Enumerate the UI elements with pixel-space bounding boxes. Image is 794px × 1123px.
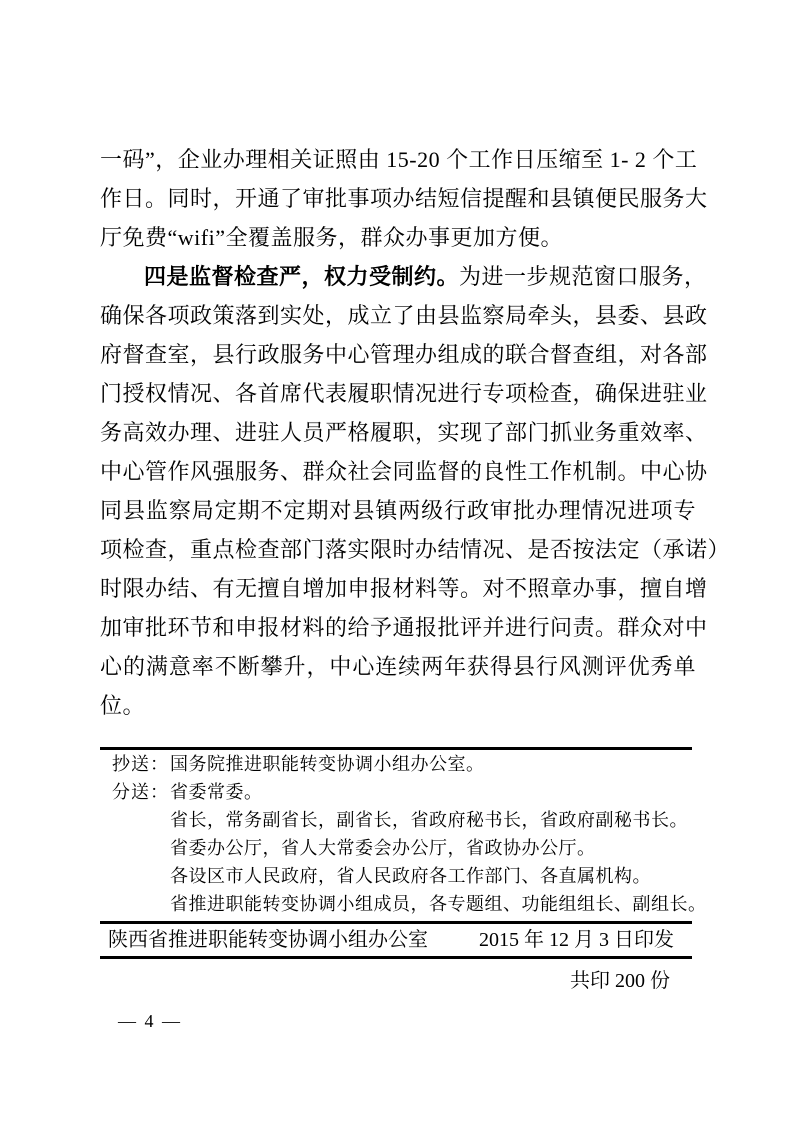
body-line-paragraph-start (100, 257, 707, 296)
distribute-label-empty (112, 862, 170, 890)
distribute-label-empty (112, 890, 170, 918)
distribution-row (100, 834, 696, 862)
distribution-list (100, 750, 707, 918)
distribution-row (100, 890, 707, 918)
body-line: 作日。同时，开通了审批事项办结短信提醒和县镇便民服务大 (100, 186, 708, 211)
body-line: 一码”，企业办理相关证照由 15-20 个工作日压缩至 1- 2 个工 (100, 147, 698, 172)
page-number: — 4 — (118, 1011, 182, 1031)
separator-line-bottom (100, 956, 692, 959)
body-text (100, 140, 731, 725)
distribution-value: 省长，常务副省长，副省长，省政府秘书长，省政府副秘书长。 (170, 810, 688, 830)
body-line: 厅免费“wifi”全覆盖服务，群众办事更加方便。 (100, 225, 563, 250)
copy-to-value: 国务院推进职能转变协调小组办公室。 (170, 754, 485, 774)
body-line: 加审批环节和申报材料的给予通报批评并进行问责。群众对中 (100, 615, 708, 640)
distribution-row (100, 862, 696, 890)
distribution-row (100, 778, 696, 806)
issuer-name: 陕西省推进职能转变协调小组办公室 (108, 929, 428, 951)
body-line: 时限办结、有无擅自增加申报材料等。对不照章办事，擅自增 (100, 576, 708, 601)
lead-rest: 为进一步规范窗口服务， (459, 264, 707, 289)
copy-to-label: 抄送： (112, 754, 169, 774)
body-line: 务高效办理、进驻人员严格履职，实现了部门抓业务重效率、 (100, 420, 708, 445)
copies-count: 共印 200 份 (570, 970, 670, 992)
distribution-row (100, 806, 696, 834)
distribute-label-empty (112, 806, 170, 834)
body-line: 门授权情况、各首席代表履职情况进行专项检查，确保进驻业 (100, 381, 708, 406)
body-line: 中心管作风强服务、群众社会同监督的良性工作机制。中心协 (100, 459, 708, 484)
distribution-value: 省推进职能转变协调小组成员，各专题组、功能组组长、副组长。 (170, 894, 707, 914)
distribution-value: 省委常委。 (170, 782, 263, 802)
footer-issuer-row (100, 925, 696, 956)
distribute-label-empty (112, 834, 170, 862)
body-line: 同县监察局定期不定期对县镇两级行政审批办理情况进项专 (100, 498, 696, 523)
copy-to-row (100, 750, 696, 778)
separator-line-middle (100, 921, 692, 924)
body-line: 心的满意率不断攀升，中心连续两年获得县行风测评优秀单 (100, 654, 696, 679)
body-line: 确保各项政策落到实处，成立了由县监察局牵头，县委、县政 (100, 303, 708, 328)
body-line: 项检查，重点检查部门落实限时办结情况、是否按法定（承诺） (100, 537, 731, 562)
bold-lead: 四是监督检查严，权力受制约。 (144, 264, 460, 289)
body-line: 府督查室，县行政服务中心管理办组成的联合督查组，对各部 (100, 342, 708, 367)
body-line: 位。 (100, 693, 146, 718)
print-date: 2015 年 12 月 3 日印发 (479, 929, 674, 951)
distribution-value: 省委办公厅，省人大常委会办公厅，省政协办公厅。 (170, 838, 596, 858)
distribute-label: 分送： (112, 782, 169, 802)
distribution-value: 各设区市人民政府，省人民政府各工作部门、各直属机构。 (170, 866, 651, 886)
